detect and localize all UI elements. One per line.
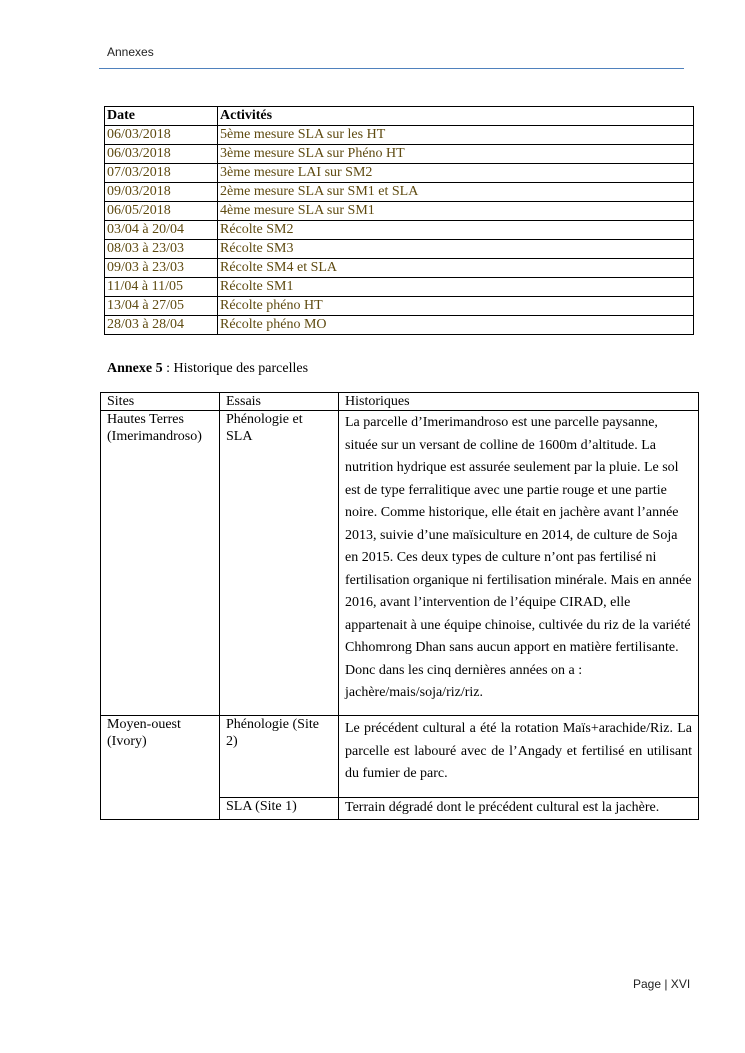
- site-cell: Moyen-ouest (Ivory): [101, 716, 220, 820]
- historique-text: Terrain dégradé dont le précédent cultural est la jachère.: [345, 800, 660, 815]
- table-row: [105, 278, 694, 297]
- historique-cell: [339, 411, 699, 716]
- activity-cell: Récolte SM4 et SLA: [218, 259, 694, 278]
- essai-cell: Phénologie et SLA: [220, 411, 339, 716]
- historique-text: Le précédent cultural a été la rotation Maïs+arachide/Riz. La parcelle est labouré avec de l’Angady et fertilisé en utilisant du fumier de parc.: [345, 721, 692, 781]
- activity-cell: 4ème mesure SLA sur SM1: [218, 202, 694, 221]
- activity-cell: 5ème mesure SLA sur les HT: [218, 126, 694, 145]
- date-cell: 06/03/2018: [105, 126, 218, 145]
- activity-cell: Récolte SM2: [218, 221, 694, 240]
- table-row: [105, 164, 694, 183]
- table-row: [105, 316, 694, 335]
- column-header-sites: Sites: [101, 393, 220, 411]
- column-header-essais: Essais: [220, 393, 339, 411]
- date-cell: 09/03/2018: [105, 183, 218, 202]
- annex-5-caption: [107, 361, 308, 377]
- table-row: [105, 183, 694, 202]
- historique-cell: [339, 716, 699, 798]
- date-cell: 28/03 à 28/04: [105, 316, 218, 335]
- history-table: [100, 392, 699, 820]
- column-header-historiques: Historiques: [339, 393, 699, 411]
- table-row: [105, 240, 694, 259]
- table-row: [105, 126, 694, 145]
- table-row: [105, 221, 694, 240]
- date-cell: 03/04 à 20/04: [105, 221, 218, 240]
- page-number: Page | XVI: [633, 977, 691, 991]
- activity-cell: 2ème mesure SLA sur SM1 et SLA: [218, 183, 694, 202]
- activity-cell: 3ème mesure SLA sur Phéno HT: [218, 145, 694, 164]
- date-cell: 06/05/2018: [105, 202, 218, 221]
- table-row: [105, 145, 694, 164]
- date-cell: 09/03 à 23/03: [105, 259, 218, 278]
- historique-cell: [339, 798, 699, 820]
- column-header-date: Date: [105, 107, 218, 126]
- header-divider: [99, 68, 684, 69]
- date-cell: 13/04 à 27/05: [105, 297, 218, 316]
- table-row: [101, 411, 699, 716]
- date-cell: 07/03/2018: [105, 164, 218, 183]
- historique-text: La parcelle d’Imerimandroso est une parcelle paysanne, située sur un versant de colline de 1600m d’altitude. La nutrition hydrique est assurée seulement par la pluie. Le sol est de type ferralitique avec une partie rouge et une partie noire. Comme historique, elle était en jachère avant l’année 2013, suivie d’une maïsiculture en 2014, de culture de Soja en 2015. Ces deux types de culture n’ont pas fertilisé ni fertilisation organique ni fertilisation minérale. Mais en année 2016, avant l’intervention de l’équipe CIRAD, elle appartenait à une équipe chinoise, cultivée du riz de la variété Chhomrong Dhan sans aucun apport en matière fertilisante. Donc dans les cinq dernières années on a : jachère/mais/soja/riz/riz.: [345, 415, 692, 700]
- table-row: [105, 259, 694, 278]
- date-cell: 11/04 à 11/05: [105, 278, 218, 297]
- site-cell: Hautes Terres (Imerimandroso): [101, 411, 220, 716]
- activity-cell: Récolte phéno MO: [218, 316, 694, 335]
- activity-cell: 3ème mesure LAI sur SM2: [218, 164, 694, 183]
- essai-cell: Phénologie (Site 2): [220, 716, 339, 798]
- table-row: [105, 202, 694, 221]
- table-row: [101, 716, 699, 798]
- activity-cell: Récolte SM3: [218, 240, 694, 259]
- date-cell: 08/03 à 23/03: [105, 240, 218, 259]
- annex-5-title: : Historique des parcelles: [162, 361, 309, 376]
- page-header-title: Annexes: [107, 45, 154, 59]
- table-header-row: [101, 393, 699, 411]
- activity-cell: Récolte phéno HT: [218, 297, 694, 316]
- date-cell: 06/03/2018: [105, 145, 218, 164]
- table-row: [105, 297, 694, 316]
- essai-cell: SLA (Site 1): [220, 798, 339, 820]
- table-header-row: [105, 107, 694, 126]
- column-header-activites: Activités: [218, 107, 694, 126]
- activities-table: [104, 106, 694, 335]
- annex-5-label: Annexe 5: [107, 361, 163, 376]
- activity-cell: Récolte SM1: [218, 278, 694, 297]
